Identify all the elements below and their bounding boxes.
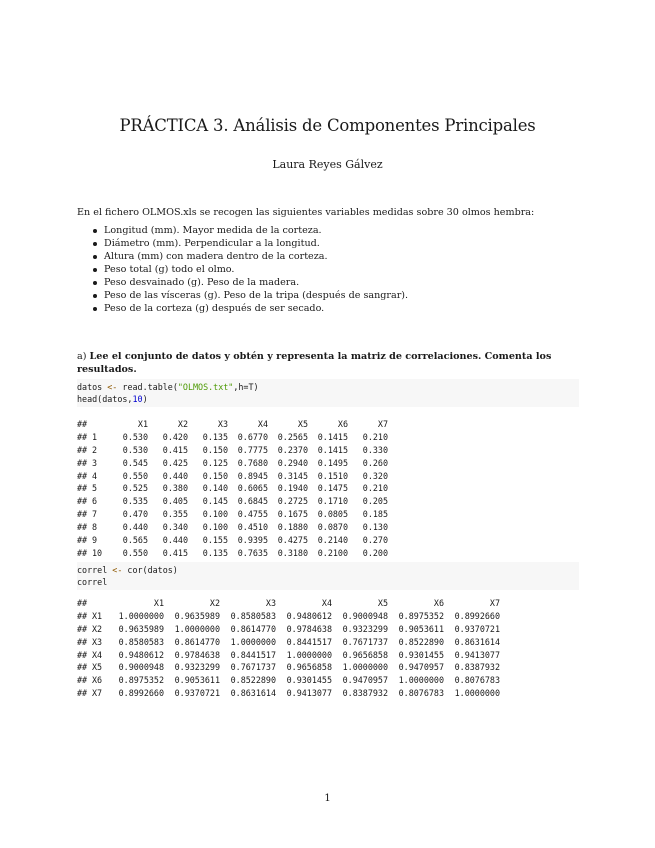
table-cell: 0.545 (122, 457, 148, 468)
column-header: X6 (337, 419, 348, 429)
row-id: X5 (92, 662, 103, 673)
bullet-icon (93, 229, 97, 233)
table-cell: 0.145 (202, 496, 228, 507)
table-cell: 0.8076783 (398, 688, 444, 699)
table-cell: 0.9370721 (174, 688, 220, 699)
row-prefix: ## (77, 623, 88, 634)
table-cell: 0.1415 (317, 444, 348, 455)
table-row (77, 444, 388, 457)
intro-paragraph: En el fichero OLMOS.xls se recogen las siguientes variables medidas sobre 30 olmos hembra: (77, 207, 535, 218)
table-cell: 0.155 (202, 535, 228, 546)
row-prefix: ## (77, 662, 88, 673)
table-cell: 0.380 (162, 483, 188, 494)
page-number: 1 (324, 793, 331, 804)
row-prefix: ## (77, 610, 88, 621)
table-cell: 0.150 (202, 444, 228, 455)
table-cell: 0.415 (162, 444, 188, 455)
table-cell: 0.9656858 (286, 662, 332, 673)
table-cell: 0.130 (362, 522, 388, 533)
table-row (77, 636, 500, 649)
table-cell: 0.0805 (317, 509, 348, 520)
code-line (77, 564, 579, 576)
table-cell: 0.9301455 (286, 675, 332, 686)
table-cell: 0.9000948 (118, 662, 164, 673)
table-cell: 0.205 (362, 496, 388, 507)
author-name: Laura Reyes Gálvez (272, 158, 383, 171)
table-cell: 0.7671737 (342, 636, 388, 647)
code-token: ) (142, 394, 148, 404)
table-cell: 0.100 (202, 509, 228, 520)
table-cell: 0.9053611 (398, 623, 444, 634)
column-header: X3 (217, 419, 228, 429)
column-header: X1 (153, 598, 164, 608)
table-cell: 1.0000000 (230, 636, 276, 647)
table-row (77, 674, 500, 687)
table-cell: 0.185 (362, 509, 388, 520)
table-cell: 0.420 (162, 431, 188, 442)
table-row (77, 610, 500, 623)
table-cell: 0.8441517 (286, 636, 332, 647)
table-cell: 0.9323299 (174, 662, 220, 673)
bullet-icon (93, 294, 97, 298)
table-cell: 1.0000000 (342, 662, 388, 673)
table-cell: 0.440 (122, 522, 148, 533)
table-cell: 0.1495 (317, 457, 348, 468)
table-cell: 0.9480612 (286, 610, 332, 621)
list-item-text: Longitud (mm). Mayor medida de la corteza. (104, 225, 322, 236)
row-id: 5 (92, 483, 98, 494)
table-cell: 0.8522890 (230, 675, 276, 686)
column-header: X3 (265, 598, 276, 608)
table-cell: 0.2565 (277, 431, 308, 442)
code-token: "OLMOS.txt" (177, 382, 234, 392)
code-token: datos (77, 382, 108, 392)
table-cell: 0.8992660 (454, 610, 500, 621)
table-cell: 0.0870 (317, 522, 348, 533)
table-cell: 0.355 (162, 509, 188, 520)
table-cell: 0.8076783 (454, 675, 500, 686)
table-row (77, 470, 388, 483)
bullet-icon (93, 255, 97, 259)
row-prefix: ## (77, 444, 88, 455)
column-header: X4 (257, 419, 268, 429)
table-cell: 0.440 (162, 535, 188, 546)
table-row (77, 687, 500, 700)
table-cell: 0.7635 (237, 547, 268, 558)
table-row (77, 661, 500, 674)
table-cell: 0.405 (162, 496, 188, 507)
table-cell: 0.9395 (237, 535, 268, 546)
table-cell: 0.3145 (277, 470, 308, 481)
bullet-icon (93, 307, 97, 311)
row-prefix: ## (77, 598, 88, 608)
row-id: 8 (92, 522, 98, 533)
table-cell: 0.425 (162, 457, 188, 468)
table-cell: 0.470 (122, 509, 148, 520)
table-cell: 0.100 (202, 522, 228, 533)
table-cell: 0.2370 (277, 444, 308, 455)
row-id: X1 (92, 610, 103, 621)
code-block-read (77, 379, 579, 407)
table-cell: 0.9413077 (454, 649, 500, 660)
table-cell: 0.8580583 (118, 636, 164, 647)
table-row (77, 457, 388, 470)
table-cell: 0.6770 (237, 431, 268, 442)
row-prefix: ## (77, 675, 88, 686)
table-cell: 0.4275 (277, 535, 308, 546)
column-header: X2 (209, 598, 220, 608)
row-prefix: ## (77, 496, 88, 507)
table-cell: 0.1940 (277, 483, 308, 494)
row-id: 3 (92, 457, 98, 468)
table-cell: 0.200 (362, 547, 388, 558)
table-cell: 0.9370721 (454, 623, 500, 634)
code-token: correl (77, 565, 113, 575)
table-cell: 0.2140 (317, 535, 348, 546)
table-cell: 0.535 (122, 496, 148, 507)
column-header: X1 (137, 419, 148, 429)
table-header-row (77, 418, 388, 431)
column-header: X5 (377, 598, 388, 608)
table-cell: 0.9635989 (174, 610, 220, 621)
column-header: X4 (321, 598, 332, 608)
row-prefix: ## (77, 522, 88, 533)
table-cell: 1.0000000 (286, 649, 332, 660)
correlation-output (77, 597, 500, 700)
table-cell: 0.9000948 (342, 610, 388, 621)
row-id: 9 (92, 535, 98, 546)
code-token: <- (107, 382, 118, 392)
list-item-text: Peso de la corteza (g) después de ser secado. (104, 303, 325, 314)
table-header-row (77, 597, 500, 610)
table-cell: 0.8387932 (454, 662, 500, 673)
list-item (90, 224, 408, 237)
table-cell: 0.9784638 (174, 649, 220, 660)
table-cell: 0.9784638 (286, 623, 332, 634)
table-cell: 0.8631614 (454, 636, 500, 647)
list-item-text: Peso de las vísceras (g). Peso de la tripa (después de sangrar). (104, 290, 409, 301)
table-cell: 0.1675 (277, 509, 308, 520)
table-cell: 0.135 (202, 431, 228, 442)
table-row (77, 482, 388, 495)
column-header: X7 (377, 419, 388, 429)
table-cell: 0.9470957 (398, 662, 444, 673)
table-cell: 0.1510 (317, 470, 348, 481)
table-cell: 0.8992660 (118, 688, 164, 699)
question-text: Lee el conjunto de datos y obtén y representa la matriz de correlaciones. Comenta los resultados. (77, 351, 552, 375)
row-prefix: ## (77, 509, 88, 520)
table-cell: 0.2940 (277, 457, 308, 468)
table-cell: 0.8441517 (230, 649, 276, 660)
table-cell: 0.9470957 (342, 675, 388, 686)
row-prefix: ## (77, 483, 88, 494)
table-row (77, 495, 388, 508)
code-line (77, 393, 579, 405)
table-cell: 0.4755 (237, 509, 268, 520)
table-cell: 0.4510 (237, 522, 268, 533)
row-id: X6 (92, 675, 103, 686)
list-item (90, 237, 408, 250)
bullet-icon (93, 242, 97, 246)
table-row (77, 623, 500, 636)
table-cell: 0.2100 (317, 547, 348, 558)
table-cell: 0.210 (362, 483, 388, 494)
list-item-text: Peso desvainado (g). Peso de la madera. (104, 277, 300, 288)
row-id: X2 (92, 623, 103, 634)
table-cell: 0.9323299 (342, 623, 388, 634)
code-block-cor (77, 562, 579, 590)
table-cell: 0.530 (122, 444, 148, 455)
code-token: 10 (132, 394, 143, 404)
table-cell: 0.6065 (237, 483, 268, 494)
table-row (77, 649, 500, 662)
table-cell: 0.550 (122, 470, 148, 481)
table-cell: 0.7775 (237, 444, 268, 455)
row-id: 10 (92, 547, 103, 558)
table-cell: 0.8975352 (118, 675, 164, 686)
table-cell: 0.9301455 (398, 649, 444, 660)
table-cell: 1.0000000 (174, 623, 220, 634)
bullet-icon (93, 268, 97, 272)
page-title: PRÁCTICA 3. Análisis de Componentes Principales (119, 116, 536, 135)
table-cell: 1.0000000 (118, 610, 164, 621)
table-cell: 0.6845 (237, 496, 268, 507)
table-cell: 0.8945 (237, 470, 268, 481)
question-a (77, 350, 579, 376)
column-header: X6 (433, 598, 444, 608)
table-cell: 0.8522890 (398, 636, 444, 647)
row-prefix: ## (77, 431, 88, 442)
code-token: ,h=T) (233, 382, 259, 392)
list-item (90, 276, 408, 289)
column-header: X7 (489, 598, 500, 608)
row-prefix: ## (77, 636, 88, 647)
table-cell: 0.260 (362, 457, 388, 468)
table-cell: 0.9053611 (174, 675, 220, 686)
table-cell: 0.415 (162, 547, 188, 558)
table-cell: 0.1475 (317, 483, 348, 494)
table-cell: 0.7680 (237, 457, 268, 468)
table-cell: 0.1415 (317, 431, 348, 442)
row-prefix: ## (77, 419, 88, 429)
table-cell: 0.340 (162, 522, 188, 533)
bullet-icon (93, 281, 97, 285)
row-id: 1 (92, 431, 98, 442)
row-prefix: ## (77, 535, 88, 546)
row-id: 6 (92, 496, 98, 507)
code-token: cor(datos) (122, 565, 178, 575)
table-row (77, 508, 388, 521)
table-cell: 0.565 (122, 535, 148, 546)
table-cell: 0.8631614 (230, 688, 276, 699)
code-line (77, 576, 579, 588)
table-cell: 0.440 (162, 470, 188, 481)
table-cell: 1.0000000 (454, 688, 500, 699)
table-cell: 0.210 (362, 431, 388, 442)
variable-list (90, 224, 408, 315)
row-prefix: ## (77, 457, 88, 468)
table-cell: 0.7671737 (230, 662, 276, 673)
list-item (90, 263, 408, 276)
question-label: a) (77, 351, 87, 362)
table-cell: 1.0000000 (398, 675, 444, 686)
code-token: correl (77, 577, 108, 587)
list-item-text: Peso total (g) todo el olmo. (104, 264, 235, 275)
row-id: X4 (92, 649, 103, 660)
head-output (77, 418, 388, 560)
column-header: X5 (297, 419, 308, 429)
row-prefix: ## (77, 688, 88, 699)
table-cell: 0.2725 (277, 496, 308, 507)
list-item (90, 289, 408, 302)
list-item-text: Altura (mm) con madera dentro de la corteza. (104, 251, 328, 262)
table-cell: 0.8975352 (398, 610, 444, 621)
table-cell: 0.550 (122, 547, 148, 558)
table-row (77, 521, 388, 534)
row-id: X3 (92, 636, 103, 647)
code-token: read.table( (117, 382, 178, 392)
row-id: X7 (92, 688, 103, 699)
list-item (90, 250, 408, 263)
row-id: 4 (92, 470, 98, 481)
row-id: 7 (92, 509, 98, 520)
table-cell: 0.530 (122, 431, 148, 442)
row-prefix: ## (77, 547, 88, 558)
table-cell: 0.150 (202, 470, 228, 481)
table-row (77, 547, 388, 560)
table-cell: 0.8614770 (174, 636, 220, 647)
table-cell: 0.8614770 (230, 623, 276, 634)
table-row (77, 534, 388, 547)
row-prefix: ## (77, 470, 88, 481)
table-cell: 0.9635989 (118, 623, 164, 634)
table-cell: 0.270 (362, 535, 388, 546)
table-cell: 0.320 (362, 470, 388, 481)
code-line (77, 381, 579, 393)
code-token: head(datos, (77, 394, 133, 404)
table-cell: 0.9413077 (286, 688, 332, 699)
table-cell: 0.330 (362, 444, 388, 455)
table-row (77, 431, 388, 444)
list-item (90, 302, 408, 315)
table-cell: 0.140 (202, 483, 228, 494)
table-cell: 0.1710 (317, 496, 348, 507)
table-cell: 0.135 (202, 547, 228, 558)
code-token: <- (112, 565, 123, 575)
table-cell: 0.8387932 (342, 688, 388, 699)
table-cell: 0.3180 (277, 547, 308, 558)
list-item-text: Diámetro (mm). Perpendicular a la longitud. (104, 238, 320, 249)
table-cell: 0.1880 (277, 522, 308, 533)
row-id: 2 (92, 444, 98, 455)
table-cell: 0.9656858 (342, 649, 388, 660)
row-prefix: ## (77, 649, 88, 660)
table-cell: 0.8580583 (230, 610, 276, 621)
column-header: X2 (177, 419, 188, 429)
table-cell: 0.525 (122, 483, 148, 494)
table-cell: 0.9480612 (118, 649, 164, 660)
table-cell: 0.125 (202, 457, 228, 468)
